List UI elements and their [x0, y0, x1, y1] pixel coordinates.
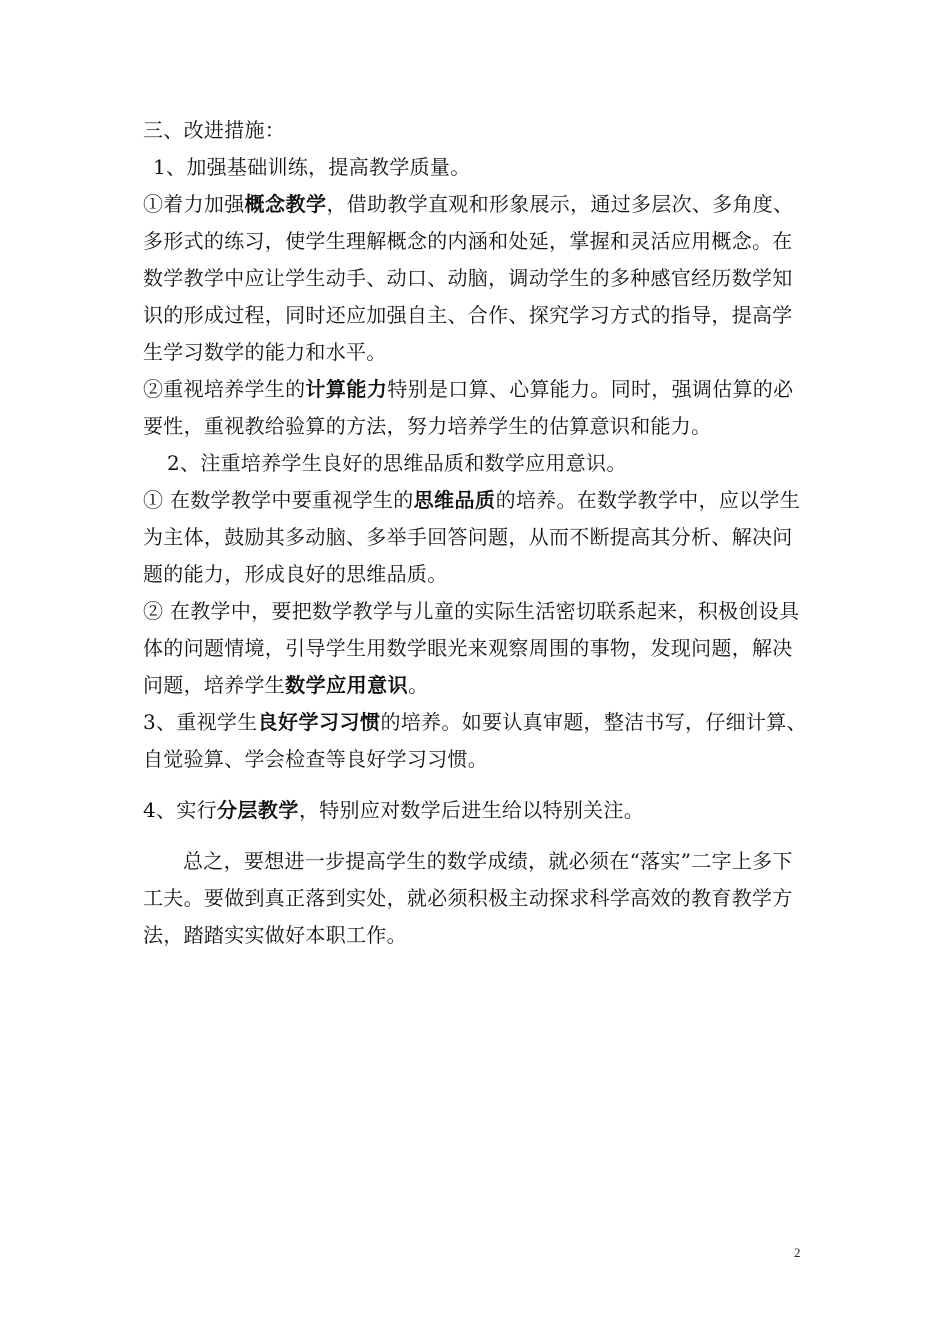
item-1-paragraph-1 — [143, 186, 811, 371]
item-2-paragraph-2-emphasis: 数学应用意识 — [285, 673, 409, 697]
item-4-rest: ，特别应对数学后进生给以特别关注。 — [298, 798, 645, 822]
item-2-paragraph-2 — [143, 593, 811, 704]
item-1-paragraph-2-emphasis: 计算能力 — [305, 377, 388, 401]
item-1-paragraph-1-emphasis: 概念教学 — [244, 192, 327, 216]
item-2-heading: 2、注重培养学生良好的思维品质和数学应用意识。 — [167, 451, 627, 475]
item-2-paragraph-2-rest: 。 — [408, 673, 429, 697]
item-3-rest: 的培养。如要认真审题，整洁书写，仔细计算、自觉验算、学会检查等良好学习习惯。 — [143, 710, 807, 771]
item-2-paragraph-1-emphasis: 思维品质 — [413, 488, 496, 512]
item-1-paragraph-2-lead: ②重视培养学生的 — [143, 377, 306, 401]
page-number: 2 — [794, 1245, 801, 1260]
item-4-paragraph — [143, 792, 811, 829]
item-1-paragraph-1-rest: ，借助教学直观和形象展示，通过多层次、多角度、多形式的练习，使学生理解概念的内涵和处延，掌握和灵活应用概念。在数学教学中应让学生动手、动口、动脑，调动学生的多种感官经历数学知识的形成过程，同时还应加强自主、合作、探究学习方式的指导，提高学生学习数学的能力和水平。 — [143, 192, 794, 364]
item-2-paragraph-2-lead: ② 在教学中，要把数学教学与儿童的实际生活密切联系起来，积极创设具体的问题情境，引导学生用数学眼光来观察周围的事物，发现问题，解决问题，培养学生 — [143, 599, 800, 697]
item-1-paragraph-1-lead: ①着力加强 — [143, 192, 245, 216]
item-1-paragraph-2-rest: 特别是口算、心算能力。同时，强调估算的必要性，重视教给验算的方法，努力培养学生的估算意识和能力。 — [143, 377, 794, 438]
item-2-paragraph-1 — [143, 482, 811, 593]
item-3-emphasis: 良好学习习惯 — [257, 710, 381, 734]
item-1-heading: 1、加强基础训练，提高教学质量。 — [153, 155, 471, 179]
item-4-lead: 4、实行 — [143, 798, 217, 822]
conclusion-paragraph: 总之，要想进一步提高学生的数学成绩，就必须在“落实”二字上多下工夫。要做到真正落到实处，就必须积极主动探求科学高效的教育教学方法，踏踏实实做好本职工作。 — [143, 849, 793, 947]
document-body — [143, 112, 811, 954]
section-heading: 三、改进措施： — [143, 118, 286, 142]
item-3-lead: 3、重视学生 — [143, 710, 258, 734]
item-1-paragraph-2 — [143, 371, 811, 445]
item-2-paragraph-1-lead: ① 在数学教学中要重视学生的 — [143, 488, 414, 512]
item-4-emphasis: 分层教学 — [216, 798, 299, 822]
item-3-paragraph — [143, 704, 811, 778]
item-2-paragraph-1-rest: 的培养。在数学教学中，应以学生为主体，鼓励其多动脑、多举手回答问题，从而不断提高其分析、解决问题的能力，形成良好的思维品质。 — [143, 488, 801, 586]
